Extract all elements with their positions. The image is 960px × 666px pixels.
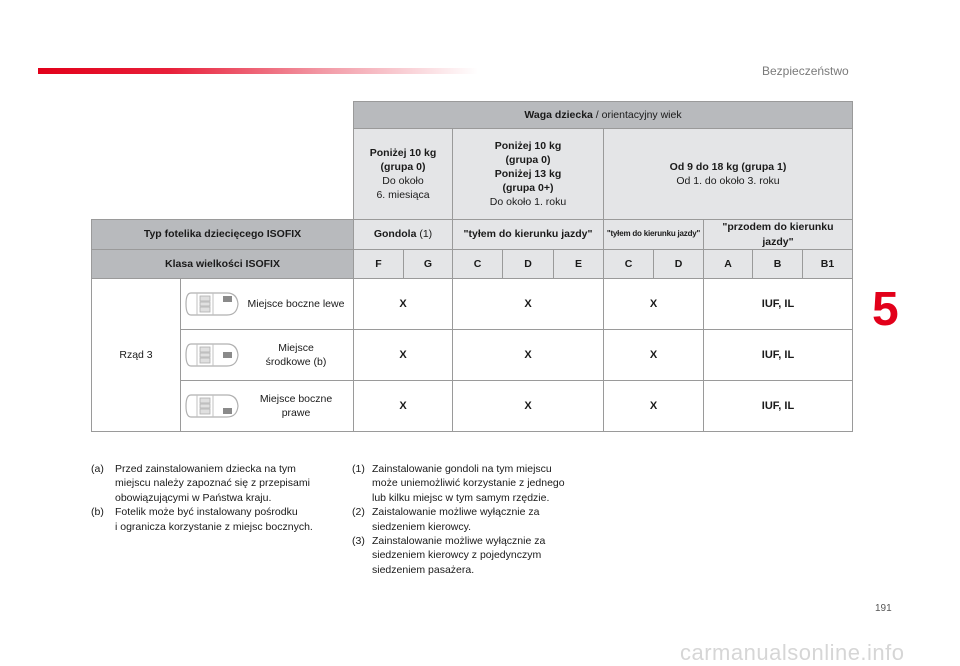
group-0-header: Poniżej 10 kg (grupa 0) Do około 6. miesiąca: [354, 129, 453, 220]
weight-header: Waga dziecka / orientacyjny wiek: [354, 102, 853, 129]
seat-cell: Miejsce boczne prawe: [181, 381, 354, 432]
notes-right: [352, 462, 612, 577]
seat-cell: Miejsce boczne lewe: [181, 279, 354, 330]
type-forward-facing: "przodem do kierunku jazdy": [704, 220, 853, 250]
note-b: (b) Fotelik może być instalowany pośrodku i ogranicza korzystanie z miejsc bocznych.: [91, 506, 313, 533]
note-2: (2) Zaistalowanie możliwe wyłącznie za siedzeniem kierowcy.: [352, 506, 540, 533]
group-1-header: Od 9 do 18 kg (grupa 1) Od 1. do około 3. roku: [604, 129, 853, 220]
size-class: B: [753, 250, 803, 279]
isofix-table: [91, 101, 853, 432]
car-seat-right-icon: [183, 391, 241, 421]
table-row: Miejsce środkowe (b) X X X IUF, IL: [92, 330, 853, 381]
car-seat-left-icon: [183, 289, 241, 319]
chapter-number: 5: [872, 283, 899, 336]
watermark: carmanualsonline.info: [680, 640, 905, 665]
size-class: G: [404, 250, 453, 279]
type-rear-facing-small: "tyłem do kierunku jazdy": [604, 220, 704, 250]
row-label: Rząd 3: [92, 279, 181, 432]
size-class: C: [453, 250, 503, 279]
section-title: Bezpieczeństwo: [762, 64, 849, 78]
type-rear-facing: "tyłem do kierunku jazdy": [453, 220, 604, 250]
page-number: 191: [875, 603, 892, 614]
table-row: Rząd 3 Miejsce boczne lewe X X X IUF, IL: [92, 279, 853, 330]
note-3: (3) Zainstalowanie możliwe wyłącznie za siedzeniem kierowcy z pojedynczym siedzeniem pasażera.: [352, 535, 546, 576]
size-class: C: [604, 250, 654, 279]
size-class: B1: [803, 250, 853, 279]
type-gondola: Gondola (1): [354, 220, 453, 250]
car-seat-middle-icon: [183, 340, 241, 370]
note-1: (1) Zainstalowanie gondoli na tym miejscu może uniemożliwić korzystanie z jednego lub kilku miejsc w tym samym rzędzie.: [352, 463, 565, 504]
size-class: A: [704, 250, 753, 279]
table-row: Miejsce boczne prawe X X X IUF, IL: [92, 381, 853, 432]
size-class: F: [354, 250, 404, 279]
size-class: D: [503, 250, 554, 279]
size-class: E: [554, 250, 604, 279]
group-0plus-header: Poniżej 10 kg (grupa 0) Poniżej 13 kg (grupa 0+) Do około 1. roku: [453, 129, 604, 220]
note-a: (a) Przed zainstalowaniem dziecka na tym miejscu należy zapoznać się z przepisami obowiązującymi w Państwa kraju.: [91, 463, 310, 504]
red-gradient-bar: [38, 68, 478, 74]
seat-cell: Miejsce środkowe (b): [181, 330, 354, 381]
size-class-label: Klasa wielkości ISOFIX: [92, 250, 354, 279]
size-class: D: [654, 250, 704, 279]
isofix-type-label: Typ fotelika dziecięcego ISOFIX: [92, 220, 354, 250]
notes-left: [91, 462, 341, 534]
